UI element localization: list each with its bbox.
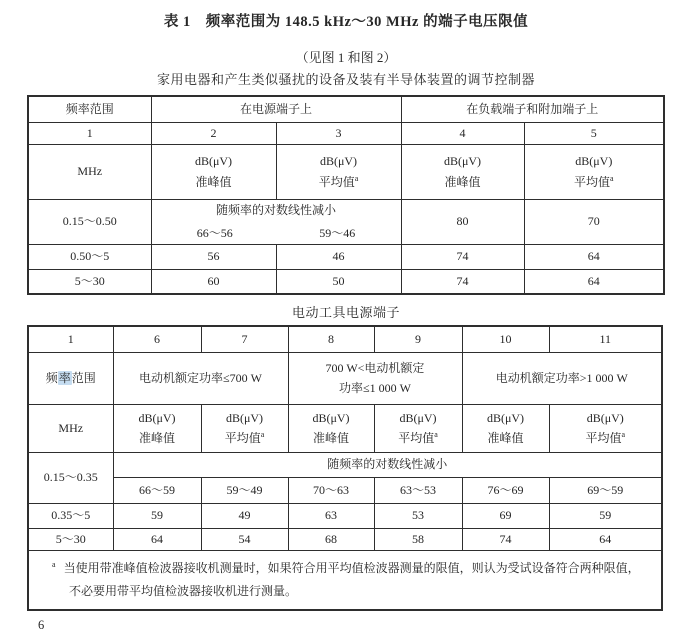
footnote-marker: a [52, 559, 56, 569]
value-cell: 46 [276, 244, 401, 269]
value-cell: 74 [401, 244, 524, 269]
unit-quasi-peak-cell [288, 404, 374, 452]
table2-power-group-row [28, 352, 662, 404]
table2-decline-values-row [28, 477, 662, 503]
document-page [0, 10, 692, 633]
freq-cell: 0.35～5 [28, 503, 113, 528]
quasi-peak-label: 准峰值 [444, 174, 481, 189]
unit-average-cell [374, 404, 462, 452]
value-cell: 74 [462, 528, 549, 550]
header-mains-terminals: 在电源端子上 [151, 96, 401, 122]
header-load-terminals: 在负载端子和附加端子上 [401, 96, 664, 122]
unit-cell: MHz [28, 404, 113, 452]
value-cell: 56 [151, 244, 276, 269]
table1-header-row [28, 96, 664, 122]
table2-column-number-row [28, 326, 662, 352]
value-cell: 66～59 [113, 477, 201, 503]
footnote-marker: a [621, 430, 626, 439]
unit-quasi-peak-cell [401, 144, 524, 199]
col-number: 2 [151, 122, 276, 144]
value-cell: 53 [374, 503, 462, 528]
unit-quasi-peak-cell [462, 404, 549, 452]
average-label: 平均值$^a$ [585, 430, 626, 445]
value-cell: 74 [401, 269, 524, 294]
value-cell: 49 [201, 503, 288, 528]
value-cell: 64 [549, 528, 662, 550]
value-cell: 64 [524, 244, 664, 269]
freq-cell: 0.50～5 [28, 244, 151, 269]
table1-unit-row [28, 144, 664, 199]
value-cell: 59～46 [319, 225, 356, 240]
col-number: 1 [28, 122, 151, 144]
power-group-3-cell: 电动机额定功率>1 000 W [462, 352, 662, 404]
col-number: 4 [401, 122, 524, 144]
power-group-2-cell: 700 W<电动机额定 功率≤1 000 W [288, 352, 462, 404]
value-cell: 59～49 [201, 477, 288, 503]
header-freq-range: 频率范围 [28, 352, 113, 404]
selection-highlight: 率 [58, 370, 71, 385]
table-row [28, 528, 662, 550]
unit-average-cell [201, 404, 288, 452]
log-decline-note: 随频率的对数线性减小 [113, 452, 662, 477]
unit-average-cell [524, 144, 664, 199]
footnote-marker: a [610, 173, 614, 183]
db-unit-label: dB(μV) [194, 154, 233, 169]
value-cell: 50 [276, 269, 401, 294]
value-cell: 76～69 [462, 477, 549, 503]
power-group-1-cell: 电动机额定功率≤700 W [113, 352, 288, 404]
page-title: 表 1 频率范围为 148.5 kHz～30 MHz 的端子电压限值 [163, 14, 529, 30]
table1-column-number-row [28, 122, 664, 144]
freq-cell: 0.15～0.50 [28, 199, 151, 244]
table1-caption: 家用电器和产生类似骚扰的设备及装有半导体装置的调节控制器 [156, 72, 535, 87]
log-decline-note: 随频率的对数线性减小 [216, 202, 337, 217]
value-cell: 70 [524, 199, 664, 244]
freq-cell: 0.15～0.35 [28, 452, 113, 503]
average-label: 平均值$^a$ [573, 173, 614, 189]
footnote-marker: a [434, 430, 438, 439]
table2-decline-note-row [28, 452, 662, 477]
average-label: 平均值$^a$ [398, 430, 438, 445]
value-cell: 80 [401, 199, 524, 244]
col-number: 6 [113, 326, 201, 352]
col-number: 8 [288, 326, 374, 352]
table2-footnote-row [28, 550, 662, 610]
value-cell: 54 [201, 528, 288, 550]
unit-quasi-peak-cell [151, 144, 276, 199]
average-label: 平均值$^a$ [318, 173, 359, 189]
value-cell: 69～59 [549, 477, 662, 503]
table-row [28, 269, 664, 294]
page-number: 6 [38, 618, 45, 633]
table2-unit-row [28, 404, 662, 452]
quasi-peak-label: 准峰值 [138, 431, 175, 445]
unit-average-cell [549, 404, 662, 452]
table1-decline-row [28, 199, 664, 244]
db-unit-label: dB(μV) [225, 410, 264, 425]
quasi-peak-label: 准峰值 [487, 431, 524, 445]
col-number: 7 [201, 326, 288, 352]
value-cell: 60 [151, 269, 276, 294]
value-cell: 66～56 [196, 225, 233, 240]
footnote-text: 当使用带准峰值检波器接收机测量时，如果符合用平均值检波器测量的限值，则认为受试设备符合两种限值，不必要用带平均值检波器接收机进行测量。 [63, 560, 640, 598]
db-unit-label: dB(μV) [575, 154, 613, 169]
col-number: 10 [462, 326, 549, 352]
table-row [28, 244, 664, 269]
db-unit-label: dB(μV) [586, 410, 624, 425]
db-unit-label: dB(μV) [319, 154, 358, 169]
col-number: 9 [374, 326, 462, 352]
freq-cell: 5～30 [28, 269, 151, 294]
value-cell: 58 [374, 528, 462, 550]
col-number: 1 [28, 326, 113, 352]
footnote-marker: a [354, 173, 359, 183]
col-number: 3 [276, 122, 401, 144]
value-cell: 70～63 [288, 477, 374, 503]
col-number: 5 [524, 122, 664, 144]
unit-quasi-peak-cell [113, 404, 201, 452]
quasi-peak-label: 准峰值 [312, 431, 349, 445]
decline-range-values [154, 224, 399, 243]
value-cell: 69 [462, 503, 549, 528]
average-label: 平均值$^a$ [224, 430, 265, 445]
log-decline-cell [151, 199, 401, 244]
db-unit-label: dB(μV) [443, 154, 482, 169]
db-unit-label: dB(μV) [399, 410, 437, 425]
value-cell: 64 [113, 528, 201, 550]
header-freq-range: 频率范围 [28, 96, 151, 122]
freq-cell: 5～30 [28, 528, 113, 550]
value-cell: 68 [288, 528, 374, 550]
footnote [31, 552, 659, 609]
table1-household-appliances [27, 95, 665, 295]
value-cell: 63～53 [374, 477, 462, 503]
footnote-marker: a [260, 430, 265, 439]
table2-power-tools [27, 325, 663, 611]
db-unit-label: dB(μV) [312, 410, 350, 425]
footnote-cell [28, 550, 662, 610]
unit-average-cell [276, 144, 401, 199]
db-unit-label: dB(μV) [138, 410, 176, 425]
value-cell: 63 [288, 503, 374, 528]
value-cell: 59 [549, 503, 662, 528]
unit-cell: MHz [28, 144, 151, 199]
value-cell: 64 [524, 269, 664, 294]
quasi-peak-label: 准峰值 [195, 174, 232, 189]
figure-reference: （见图 1 和图 2） [295, 50, 397, 65]
value-cell: 59 [113, 503, 201, 528]
table-row [28, 503, 662, 528]
db-unit-label: dB(μV) [486, 410, 525, 425]
col-number: 11 [549, 326, 662, 352]
table2-caption: 电动工具电源端子 [291, 305, 400, 320]
